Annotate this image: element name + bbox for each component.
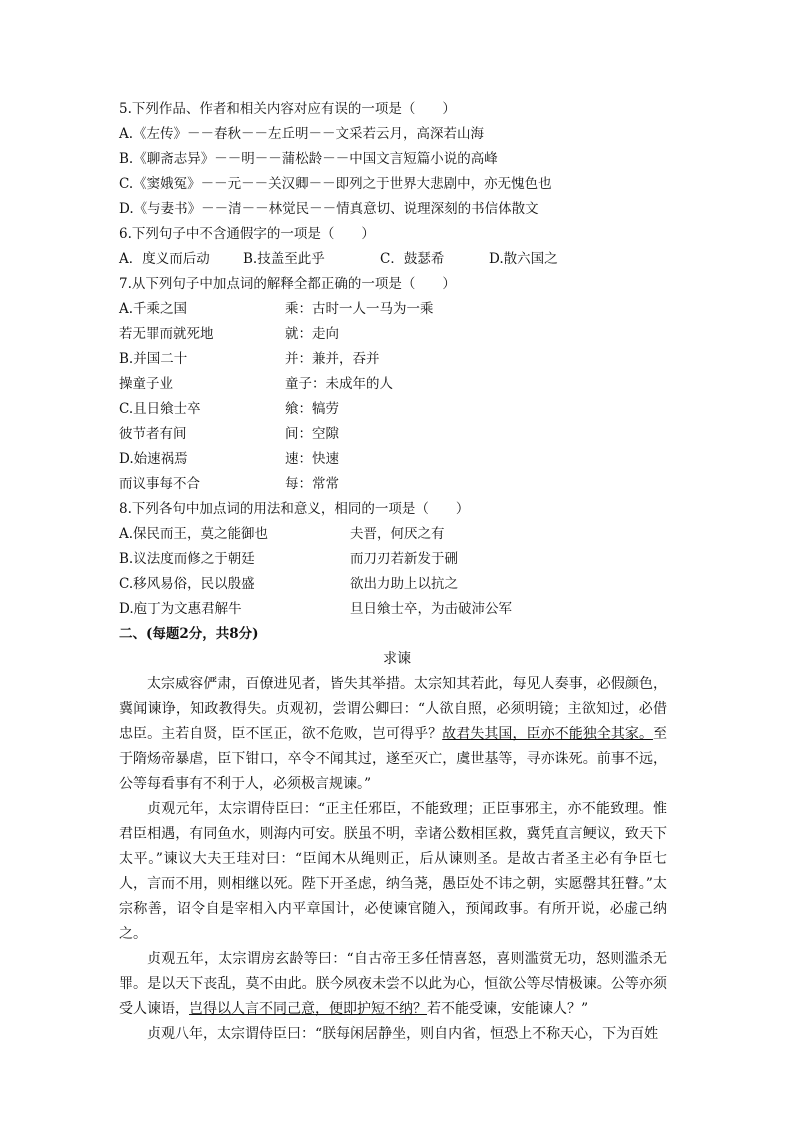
q7-gloss: 飨：犒劳 [285,401,339,417]
q6-stem: 6.下列句子中不含通假字的一项是（ ） [119,226,375,242]
q7-gloss: 并：兼并，吞并 [285,351,380,367]
q8-left-sentence: B.议法度而修之于朝廷 [119,551,255,567]
q8-right-sentence: 夫晋，何厌之有 [350,526,445,542]
q7-sentence: D.始速祸焉 [119,451,188,467]
q6-option-b: B.技盖至此乎 [243,251,325,267]
q8-right-sentence: 欲出力助上以抗之 [350,576,458,592]
q8-stem: 8.下列各句中加点词的用法和意义，相同的一项是（ ） [119,501,470,517]
q6-option-c: C．鼓瑟希 [380,251,445,267]
passage-paragraph-1: 太宗威容俨肃，百僚进见者，皆失其举措。太宗知其若此，每见人奏事，必假颜色，冀闻谏诤，知政教得失。贞观初，尝谓公卿曰：“人欲自照，必须明镜；主欲知过，必借忠臣。主若自贤，臣不匡正，欲不危败，岂可得乎？故君失其国，臣亦不能独全其家。至于隋炀帝暴虐，臣下钳口，卒令不闻其过，遂至灭亡，虞世基等，寻亦诛死。前事不远，公等每看事有不利于人，必须极言规谏。” [119,676,668,792]
q7-gloss: 间：空隙 [285,426,339,442]
q7-sentence: C.且日飨士卒 [119,401,201,417]
q7-sentence: 彼节者有间 [119,426,187,442]
q8-right-sentence: 而刀刃若新发于硎 [350,551,458,567]
q7-sentence: 若无罪而就死地 [119,326,214,342]
q5-stem: 5.下列作品、作者和相关内容对应有误的一项是（ ） [119,101,456,117]
underlined-sentence: 岂得以人言不同己意，便即护短不纳？ [189,1001,427,1017]
q5-option-b: B.《聊斋志异》－－明－－蒲松龄－－中国文言短篇小说的高峰 [119,151,498,167]
passage-paragraph-2: 贞观元年，太宗谓侍臣曰：“正主任邪臣，不能致理；正臣事邪主，亦不能致理。惟君臣相遇，有同鱼水，则海内可安。朕虽不明，幸诸公数相匡救，冀凭直言鲠议，致天下太平。”谏议大夫王珪对曰：“臣闻木从绳则正，后从谏则圣。是故古者圣主必有争臣七人，言而不用，则相继以死。陛下开圣虑，纳刍荛，愚臣处不讳之朝，实愿罄其狂瞽。”太宗称善，诏令自是宰相入内平章国计，必使谏官随入，预闻政事。有所开说，必虚己纳之。 [119,801,667,942]
q7-gloss: 就：走向 [285,326,339,342]
q8-left-sentence: A.保民而王，莫之能御也 [119,526,269,542]
section-heading: 二、(每题2分，共8分) [119,626,259,642]
q6-option-d: D.散六国之 [489,251,558,267]
q7-sentence: B.并国二十 [119,351,188,367]
q7-sentence: 操童子业 [119,376,173,392]
q7-gloss: 乘：古时一人一马为一乘 [285,301,434,317]
q8-right-sentence: 旦日飨士卒，为击破沛公军 [350,601,512,617]
q7-stem: 7.从下列句子中加点词的解释全都正确的一项是（ ） [119,276,456,292]
q7-sentence: A.千乘之国 [119,301,188,317]
q7-gloss: 每：常常 [285,476,339,492]
passage-paragraph-4: 贞观八年，太宗谓侍臣曰：“朕每闲居静坐，则自内省，恒恐上不称天心，下为百姓 [147,1026,659,1042]
q5-option-a: A.《左传》－－春秋－－左丘明－－文采若云月，高深若山海 [119,126,485,142]
q7-gloss: 速：快速 [285,451,339,467]
underlined-sentence: 故君失其国，臣亦不能独全其家。 [442,726,654,742]
q8-left-sentence: D.庖丁为文惠君解牛 [119,601,242,617]
q7-gloss: 童子：未成年的人 [285,376,393,392]
passage-paragraph-3: 贞观五年，太宗谓房玄龄等曰：“自古帝王多任情喜怒，喜则滥赏无功，怒则滥杀无罪。是以天下丧乱，莫不由此。朕今夙夜未尝不以此为心，恒欲公等尽情极谏。公等亦须受人谏语，岂得以人言不同己意，便即护短不纳？若不能受谏，安能谏人？” [119,951,667,1017]
passage-title: 求谏 [383,651,411,667]
q7-sentence: 而议事每不合 [119,476,200,492]
q5-option-d: D.《与妻书》－－清－－林觉民－－情真意切、说理深刻的书信体散文 [119,201,539,217]
q8-left-sentence: C.移风易俗，民以殷盛 [119,576,255,592]
q6-option-a: A．度义而后动 [119,251,210,267]
q5-option-c: C.《窦娥冤》－－元－－关汉卿－－即列之于世界大悲剧中，亦无愧色也 [119,176,552,192]
